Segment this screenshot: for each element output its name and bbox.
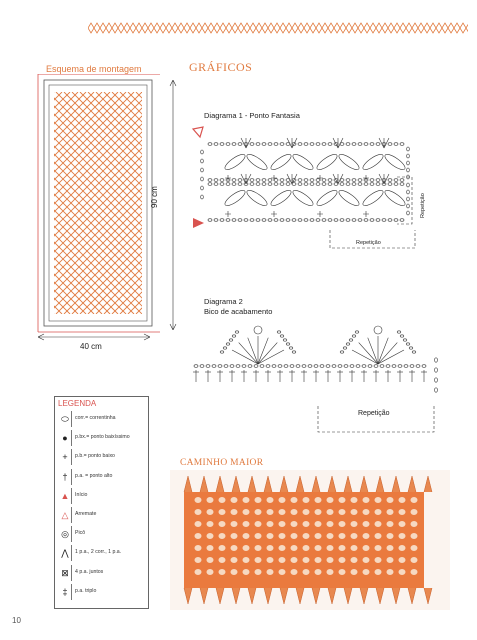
group-stitch-icon: ⋀	[59, 545, 72, 561]
caminho-photo	[170, 470, 450, 610]
legend-item	[59, 430, 149, 448]
legend-item-label: p.b.= ponto baixo	[75, 453, 115, 460]
diagram1-chart	[190, 122, 430, 262]
slip-stitch-icon: ●	[59, 430, 72, 446]
legend-item	[59, 469, 149, 487]
width-dimension-line	[38, 333, 150, 341]
legend-item	[59, 526, 149, 544]
legend-item-label: Picô	[75, 530, 86, 537]
diagram2-subtitle: Bico de acabamento	[204, 307, 273, 316]
top-decorative-border	[88, 20, 468, 36]
diagram1-repeat-horizontal: Repetição	[356, 240, 381, 246]
diagram2-title: Diagrama 2	[204, 297, 243, 306]
legend-item-label: 4 p.a. juntos	[75, 568, 104, 575]
diagram1-title: Diagrama 1 - Ponto Fantasia	[204, 111, 300, 120]
single-crochet-icon: +	[59, 449, 72, 465]
diagram2-repeat: Repetição	[358, 410, 390, 417]
legend-item	[59, 565, 149, 583]
chain-icon: ⬭	[59, 411, 72, 427]
left-panel-title: Esquema de montagem	[46, 64, 142, 74]
caminho-heading: CAMINHO MAIOR	[180, 458, 264, 468]
legend-item-label: p.a. triplo	[75, 587, 97, 594]
legend-item	[59, 584, 149, 602]
double-crochet-icon: †	[59, 469, 72, 485]
finish-icon: △	[59, 507, 72, 523]
legend-item	[59, 507, 149, 525]
legend-item-label: Início	[75, 491, 88, 498]
diagram1-repeat-vertical: Repetição	[420, 193, 426, 218]
legend-item-label: 1 p.a., 2 corr., 1 p.a.	[75, 549, 122, 556]
legend-title: LEGENDA	[58, 399, 97, 408]
legend-item-label: p.bx.= ponto baixíssimo	[75, 434, 130, 441]
graficos-heading: GRÁFICOS	[189, 60, 253, 74]
treble-icon: ‡	[59, 584, 72, 600]
height-label: 90 cm	[150, 186, 159, 208]
picot-icon: ◎	[59, 526, 72, 542]
start-icon: ▲	[59, 488, 72, 504]
page-number: 10	[12, 616, 21, 625]
diagram2-chart	[188, 320, 448, 438]
legend-item	[59, 449, 149, 467]
legend-item-label: p.a. = ponto alto	[75, 472, 113, 479]
legend-item	[59, 411, 149, 429]
legend-item-label: Arremate	[75, 511, 97, 517]
height-dimension-line	[168, 80, 178, 330]
decrease-icon: ⊠	[59, 565, 72, 581]
legend-item	[59, 545, 149, 563]
legend-item	[59, 488, 149, 506]
assembly-schema	[36, 74, 161, 342]
width-label: 40 cm	[80, 342, 102, 351]
legend-item-label: corr.= correntinha	[75, 415, 116, 421]
